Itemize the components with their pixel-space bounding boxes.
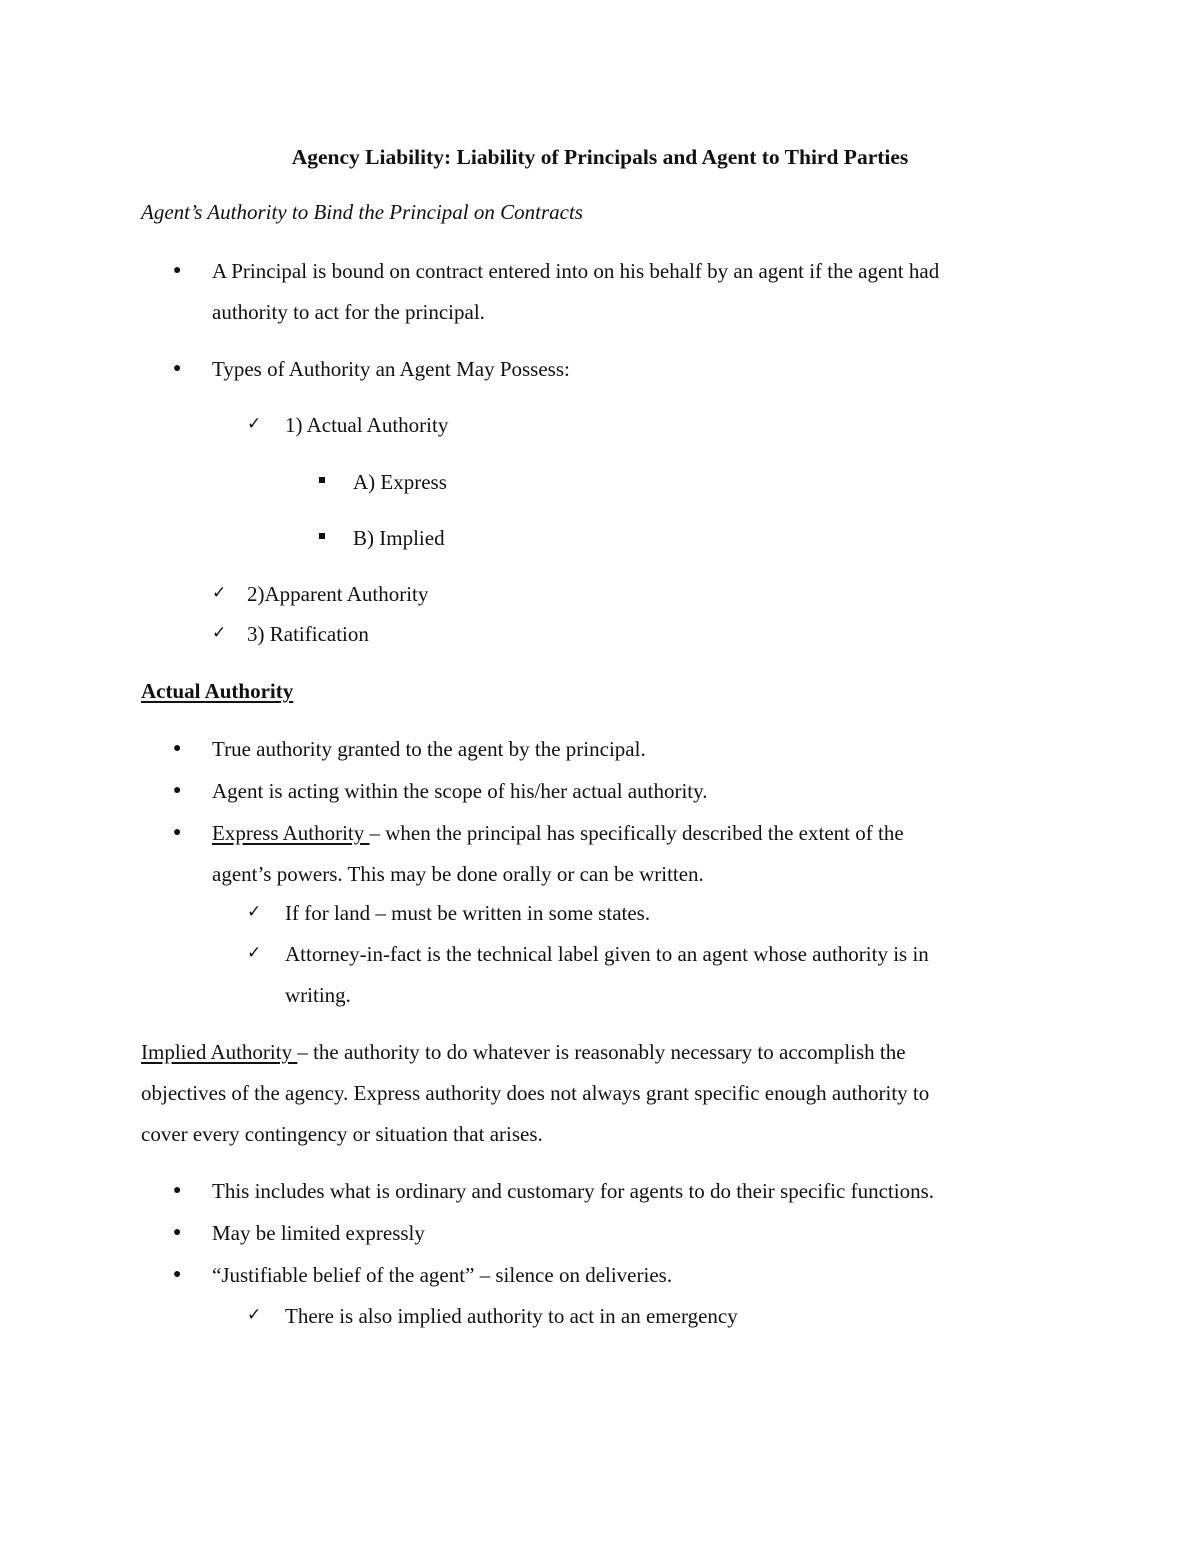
bullet-icon: ● [173,825,182,840]
list-item [212,823,904,844]
list-item-continuation: writing. [285,983,351,1007]
checkmark-icon: ✓ [212,623,227,643]
list-item: If for land – must be written in some states. [285,901,651,925]
section-heading-agents-authority: Agent’s Authority to Bind the Principal on Contracts [141,200,583,224]
list-item: A Principal is bound on contract entered into on his behalf by an agent if the agent had [212,259,940,283]
square-bullet-icon [319,533,325,539]
paragraph-line: objectives of the agency. Express authority does not always grant specific enough authority to [141,1081,930,1105]
checkmark-icon: ✓ [247,414,262,434]
paragraph-line: cover every contingency or situation that arises. [141,1122,543,1146]
list-item: A) Express [353,470,447,494]
page-title: Agency Liability: Liability of Principals and Agent to Third Parties [291,145,909,169]
list-item: Attorney-in-fact is the technical label given to an agent whose authority is in [285,942,929,966]
section-heading-actual-authority: Actual Authority [141,679,294,703]
bullet-icon: ● [173,263,182,278]
checkmark-icon: ✓ [247,943,262,963]
list-item: May be limited expressly [212,1221,425,1245]
list-item: This includes what is ordinary and customary for agents to do their specific functions. [212,1179,934,1203]
paragraph-text: – the authority to do whatever is reasonably necessary to accomplish the [297,1040,906,1064]
bullet-icon: ● [173,1183,182,1198]
checkmark-icon: ✓ [247,1305,262,1325]
bullet-icon: ● [173,783,182,798]
square-bullet-icon [319,477,325,483]
list-item-continuation: agent’s powers. This may be done orally or can be written. [212,862,704,886]
list-item: 3) Ratification [247,622,369,646]
list-item-text: – when the principal has specifically described the extent of the [369,821,904,845]
bullet-icon: ● [173,1267,182,1282]
list-item: 1) Actual Authority [285,413,449,437]
checkmark-icon: ✓ [247,902,262,922]
bullet-icon: ● [173,1225,182,1240]
bullet-icon: ● [173,361,182,376]
list-item: Agent is acting within the scope of his/her actual authority. [212,779,708,803]
list-item: There is also implied authority to act in an emergency [285,1304,738,1328]
term-implied-authority: Implied Authority [141,1040,298,1064]
list-item: True authority granted to the agent by the principal. [212,737,646,761]
list-item: B) Implied [353,526,445,550]
list-item-continuation: authority to act for the principal. [212,300,485,324]
list-item: 2)Apparent Authority [247,582,429,606]
list-item: “Justifiable belief of the agent” – silence on deliveries. [212,1263,673,1287]
list-item: Types of Authority an Agent May Possess: [212,357,570,381]
term-express-authority: Express Authority [212,821,370,845]
paragraph-line [141,1042,906,1063]
checkmark-icon: ✓ [212,583,227,603]
bullet-icon: ● [173,741,182,756]
